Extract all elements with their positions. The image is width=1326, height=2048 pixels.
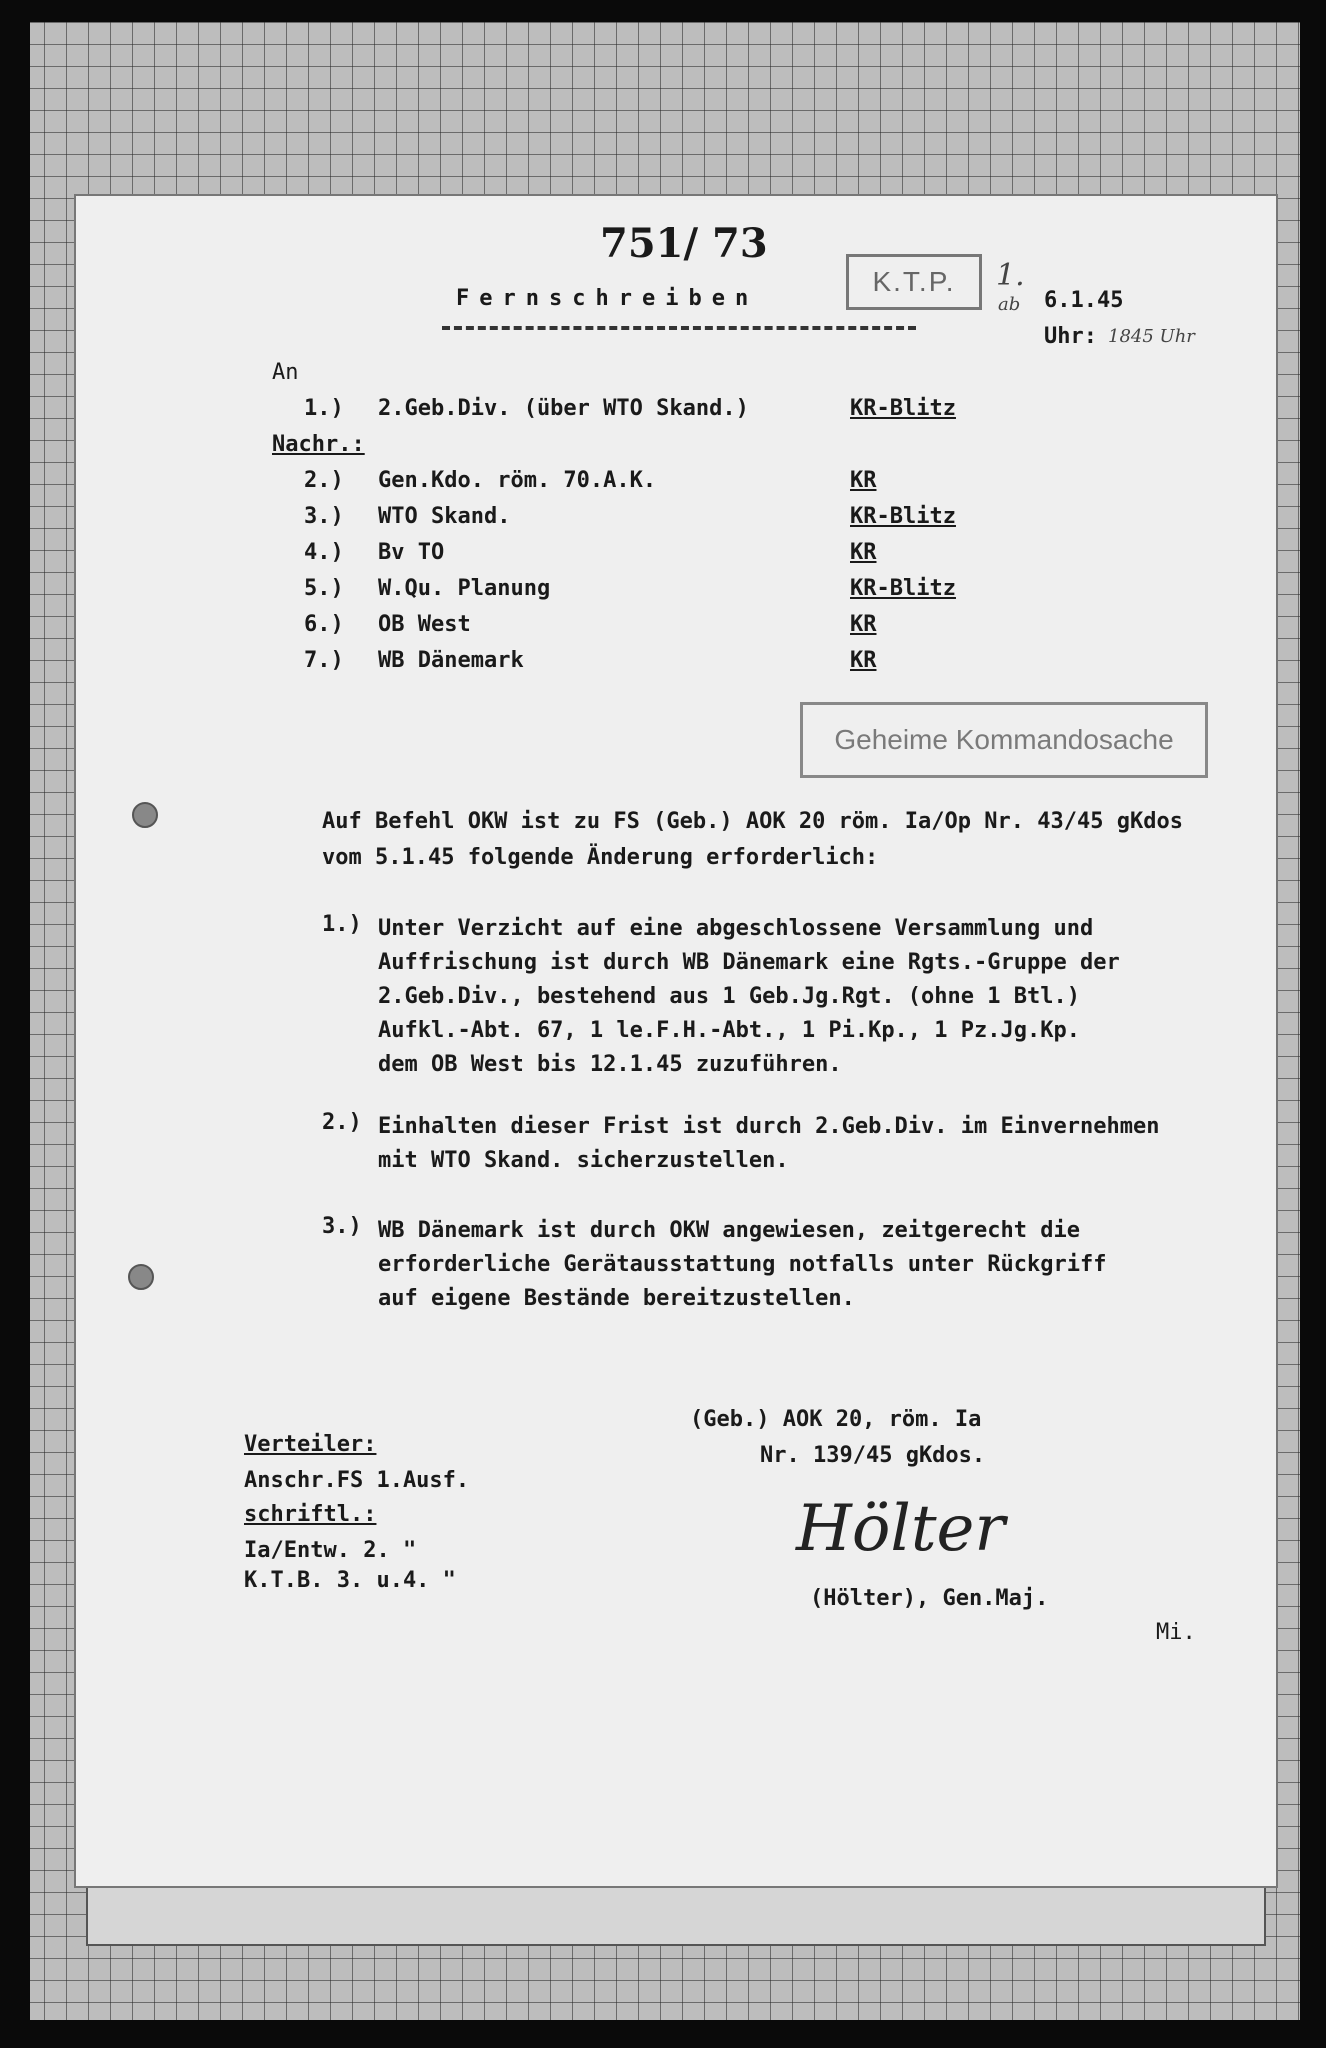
- recipient-number: 3.): [304, 504, 344, 529]
- teletype-document: [74, 194, 1278, 1888]
- paragraph-line: auf eigene Bestände bereitzustellen.: [378, 1286, 855, 1311]
- photo-border-left: [0, 0, 30, 2048]
- paragraph-1: [378, 912, 1120, 1082]
- paragraph-line: WB Dänemark ist durch OKW angewiesen, zeitgerecht die: [378, 1218, 1080, 1243]
- recipient-name: OB West: [378, 612, 471, 637]
- intro-line: Auf Befehl OKW ist zu FS (Geb.) AOK 20 röm. Ia/Op Nr. 43/45 gKdos: [322, 809, 1183, 834]
- paragraph-line: erforderliche Gerätausstattung notfalls unter Rückgriff: [378, 1252, 1107, 1277]
- recipient-name: Bv TO: [378, 540, 445, 565]
- recipient-name: W.Qu. Planung: [378, 576, 551, 601]
- paragraph-line: Unter Verzicht auf eine abgeschlossene Versammlung und: [378, 916, 1094, 941]
- punch-hole: [132, 802, 158, 828]
- typist-initials: Mi.: [1156, 1620, 1196, 1645]
- priority-mark: KR: [850, 648, 877, 673]
- ktp-stamp: K.T.P.: [846, 254, 982, 310]
- recipient-name: Gen.Kdo. röm. 70.A.K.: [378, 468, 657, 493]
- sender-reference: Nr. 139/45 gKdos.: [760, 1443, 986, 1468]
- handwritten-note-1: 1.: [996, 258, 1025, 293]
- underlying-sheet: [86, 1880, 1266, 1946]
- recipient-name: WB Dänemark: [378, 648, 524, 673]
- recipient-label: An: [272, 360, 299, 385]
- sender-block: [690, 1402, 985, 1474]
- paragraph-line: dem OB West bis 12.1.45 zuzuführen.: [378, 1052, 842, 1077]
- distribution-sublabel: schriftl.:: [244, 1502, 377, 1527]
- recipient-number: 2.): [304, 468, 344, 493]
- distribution-line: Ia/Entw. 2. ": [244, 1538, 417, 1563]
- recipient-name: WTO Skand.: [378, 504, 511, 529]
- document-date: 6.1.45: [1044, 288, 1124, 313]
- paragraph-number: 2.): [322, 1110, 362, 1135]
- recipient-number: 4.): [304, 540, 344, 565]
- info-recipients-label: Nachr.:: [272, 432, 365, 457]
- punch-hole: [128, 1264, 154, 1290]
- priority-mark: KR: [850, 540, 877, 565]
- sender-line: (Geb.) AOK 20, röm. Ia: [690, 1407, 982, 1432]
- title-underline: [442, 326, 916, 330]
- paragraph-3: [378, 1214, 1106, 1316]
- intro-text: [322, 804, 1183, 876]
- photo-border-top: [0, 0, 1326, 22]
- priority-mark: KR: [850, 612, 877, 637]
- recipient-number: 6.): [304, 612, 344, 637]
- handwritten-time: 1845 Uhr: [1108, 326, 1195, 347]
- paragraph-line: mit WTO Skand. sicherzustellen.: [378, 1148, 789, 1173]
- recipient-number: 5.): [304, 576, 344, 601]
- photo-border-right: [1300, 0, 1326, 2048]
- time-label: Uhr:: [1044, 324, 1097, 349]
- priority-mark: KR: [850, 468, 877, 493]
- paragraph-line: Aufkl.-Abt. 67, 1 le.F.H.-Abt., 1 Pi.Kp., 1 Pz.Jg.Kp.: [378, 1018, 1080, 1043]
- paragraph-line: Einhalten dieser Frist ist durch 2.Geb.Div. im Einvernehmen: [378, 1114, 1160, 1139]
- paragraph-2: [378, 1110, 1159, 1178]
- document-title: Fernschreiben: [456, 286, 759, 311]
- signer-name: (Hölter), Gen.Maj.: [810, 1586, 1049, 1611]
- recipient-name: 2.Geb.Div. (über WTO Skand.): [378, 396, 749, 421]
- photo-border-bottom: [0, 2020, 1326, 2048]
- paragraph-number: 3.): [322, 1214, 362, 1239]
- recipient-number: 7.): [304, 648, 344, 673]
- distribution-label: Verteiler:: [244, 1432, 377, 1457]
- handwritten-note-2: ab: [998, 294, 1021, 315]
- paragraph-line: 2.Geb.Div., bestehend aus 1 Geb.Jg.Rgt. (ohne 1 Btl.): [378, 984, 1080, 1009]
- priority-mark: KR-Blitz: [850, 504, 956, 529]
- handwritten-signature: Hölter: [796, 1492, 1005, 1566]
- priority-mark: KR-Blitz: [850, 396, 956, 421]
- recipient-number: 1.): [304, 396, 344, 421]
- secrecy-stamp: Geheime Kommandosache: [800, 702, 1208, 778]
- paragraph-line: Auffrischung ist durch WB Dänemark eine Rgts.-Gruppe der: [378, 950, 1120, 975]
- intro-line: vom 5.1.45 folgende Änderung erforderlich:: [322, 845, 879, 870]
- priority-mark: KR-Blitz: [850, 576, 956, 601]
- paragraph-number: 1.): [322, 912, 362, 937]
- distribution-line: Anschr.FS 1.Ausf.: [244, 1468, 470, 1493]
- distribution-line: K.T.B. 3. u.4. ": [244, 1568, 456, 1593]
- document-number: 751/ 73: [600, 220, 768, 267]
